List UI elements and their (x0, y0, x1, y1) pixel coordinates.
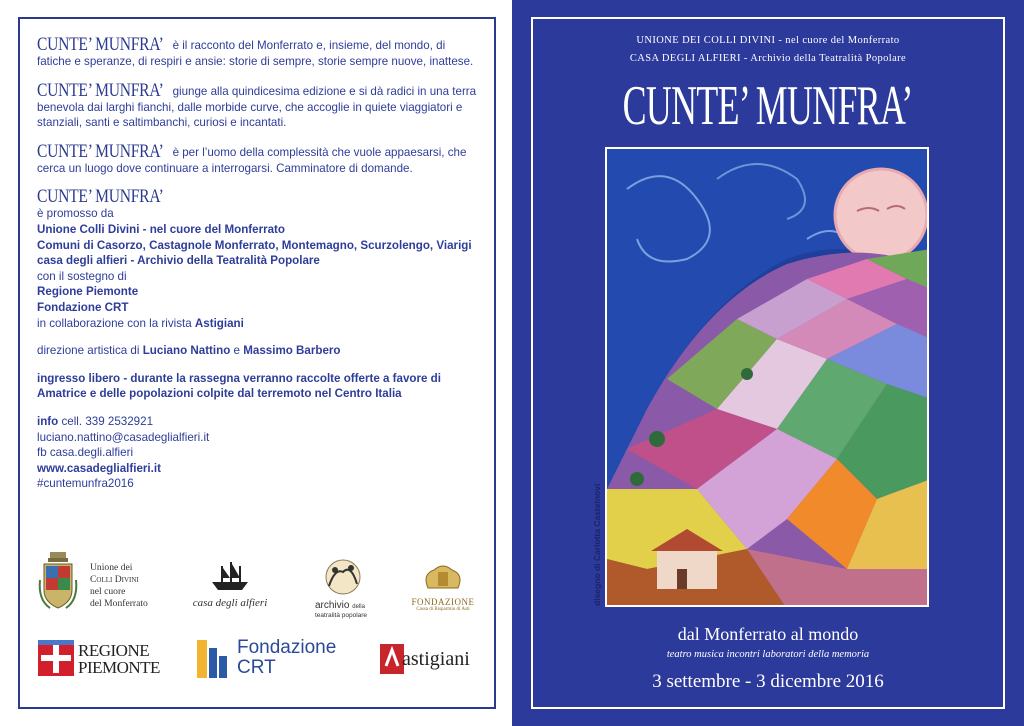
director-2: Massimo Barbero (243, 344, 341, 358)
phone-line (37, 414, 482, 430)
brand-inline-2: CUNTE’ MUNFRA’ (37, 79, 164, 101)
contact-block (37, 414, 482, 492)
archivio-sub-text: teatralità popolare (315, 612, 368, 619)
logos-row-1 (30, 548, 490, 620)
director-1: Luciano Nattino (142, 344, 231, 358)
unione-logo-text (90, 562, 148, 610)
unione-line-2: Colli Divini (90, 574, 139, 585)
director-and: e (233, 344, 240, 358)
unione-line-4: del Monferrato (90, 598, 148, 609)
paragraph-2 (37, 79, 482, 131)
illustration-credit: disegno di Carlotta Castelnovi (592, 483, 602, 606)
support-label: con il sostegno di (37, 269, 127, 283)
info-label: info (37, 414, 59, 428)
logos-row-2 (30, 634, 490, 684)
header-line-2: CASA DEGLI ALFIERI - Archivio della Teatralità Popolare (629, 53, 907, 64)
collab-line (37, 316, 482, 332)
fondazione-asti-text: FONDAZIONE (411, 597, 475, 607)
magazine-name: Astigiani (194, 316, 244, 330)
tagline: teatro musica incontri laboratori della memoria (666, 649, 870, 660)
org-casa: casa degli alfieri - Archivio della Teatralità Popolare (37, 254, 320, 268)
unione-coat-of-arms-icon (36, 550, 80, 614)
dancers-icon (315, 558, 371, 596)
sponsor-regione: Regione Piemonte (37, 285, 139, 299)
crt-line-1: Fondazione (237, 637, 337, 658)
brand-inline-4: CUNTE’ MUNFRA’ (37, 186, 164, 208)
regione-piemonte-logo (38, 640, 158, 680)
casa-logo-text: casa degli alfieri (192, 597, 268, 609)
hills-painting-icon (607, 149, 929, 607)
piemonte-flag-icon (38, 640, 74, 676)
archivio-della-text: della (352, 604, 365, 610)
regione-line-2: PIEMONTE (78, 658, 160, 677)
unione-line-1: Unione dei (90, 562, 133, 573)
archivio-logo (315, 558, 385, 620)
collab-label: in collaborazione con la rivista (37, 316, 192, 330)
paragraph-1 (37, 36, 482, 70)
crt-line-2: CRT (237, 657, 276, 678)
brand-inline-3: CUNTE’ MUNFRA’ (37, 140, 164, 162)
cover-painting (605, 147, 929, 607)
fondazione-asti-sub: Cassa di Risparmio di Asti (416, 607, 470, 612)
main-title-text: CUNTE’ MUNFRA’ (622, 75, 914, 137)
credits-block (37, 188, 482, 331)
fondazione-crt-logo (195, 638, 355, 680)
archivio-text: archivio (315, 600, 350, 611)
subtitle: dal Monferrato al mondo (677, 624, 859, 644)
ship-icon (208, 560, 252, 592)
facebook-link[interactable]: fb casa.degli.alfieri (37, 446, 134, 460)
brand-inline-1: CUNTE’ MUNFRA’ (37, 34, 164, 55)
astigiani-logo (380, 640, 490, 676)
paragraph-1-text: è il racconto del Monferrato e, insieme, del mondo, di fatiche e speranze, di respiri e ansie: storie di sempre, storie sempre nuove, inattese. (37, 39, 474, 68)
promoted-label: è promosso da (37, 207, 114, 221)
crt-mark-icon (195, 640, 231, 678)
paragraph-3-text: è per l’uomo della complessità che vuole appaesarsi, che cerca un luogo dove continuare a interrogarsi. Camminatore di domande. (37, 145, 467, 175)
main-title (512, 74, 1024, 138)
email-link[interactable]: luciano.nattino@casadeglialfieri.it (37, 430, 210, 444)
org-unione: Unione Colli Divini - nel cuore del Monferrato (37, 222, 285, 236)
astigiani-text: astigiani (402, 648, 470, 670)
regione-line-1: REGIONE (78, 641, 150, 660)
direction-label: direzione artistica di (37, 344, 140, 358)
phone: cell. 339 2532921 (61, 414, 154, 428)
casa-alfieri-logo (190, 560, 270, 620)
crest-icon (418, 562, 468, 592)
event-dates: 3 settembre - 3 dicembre 2016 (652, 671, 884, 692)
fondazione-asti-logo (408, 562, 478, 618)
unione-line-3: nel cuore (90, 586, 126, 597)
hashtag: #cuntemunfra2016 (37, 477, 134, 491)
header-line-1: UNIONE DEI COLLI DIVINI - nel cuore del Monferrato (636, 35, 900, 46)
paragraph-3 (37, 140, 482, 177)
sponsor-crt: Fondazione CRT (37, 300, 129, 314)
paragraph-2-text: giunge alla quindicesima edizione e si dà radici in una terra benevola dai larghi fianchi, dalle morbide curve, che accoglie in quiete viaggiatori e stanziali, santi e saltimbanchi, curiosi e incantati. (37, 84, 477, 130)
org-comuni: Comuni di Casorzo, Castagnole Monferrato, Montemagno, Scurzolengo, Viarigi (37, 238, 472, 252)
astigiani-mark-icon (380, 644, 404, 674)
free-entry-text: ingresso libero - durante la rassegna verranno raccolte offerte a favore di Amatrice e delle popolazioni colpite dal terremoto nel Centro Italia (37, 371, 441, 401)
direction-line (37, 343, 482, 359)
website-link[interactable]: www.casadeglialfieri.it (37, 461, 161, 475)
left-content (37, 36, 482, 492)
